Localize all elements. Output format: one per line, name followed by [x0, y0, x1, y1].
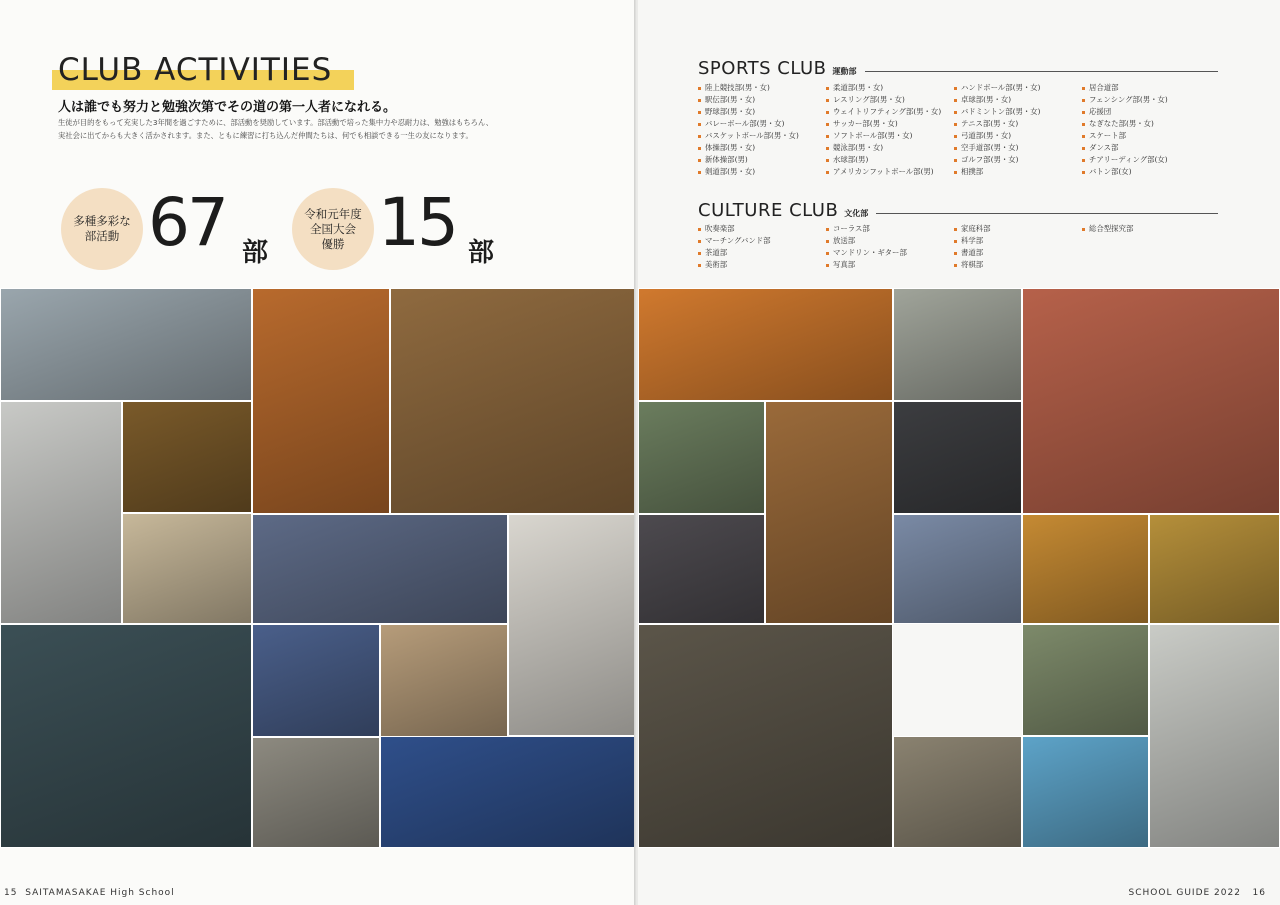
- club-item: 相撲部: [954, 166, 1082, 178]
- club-item: 空手道部(男・女): [954, 142, 1082, 154]
- culture-club-subtitle: 文化部: [844, 209, 869, 218]
- club-item: ソフトボール部(男・女): [826, 130, 954, 142]
- sports-column: [954, 82, 1082, 178]
- badminton-photo: [390, 288, 636, 514]
- club-item: 放送部: [826, 235, 954, 247]
- table-tennis-photo: [380, 736, 636, 848]
- tennis-photo: [893, 288, 1022, 401]
- dance-photo: [252, 514, 508, 624]
- club-item: 新体操部(男): [698, 154, 826, 166]
- club-item: 剣道部(男・女): [698, 166, 826, 178]
- club-item: 家庭科部: [954, 223, 1082, 235]
- club-item: 駅伝部(男・女): [698, 94, 826, 106]
- culture-column: [954, 223, 1082, 271]
- club-item: スケート部: [1082, 130, 1210, 142]
- sports-club-title: SPORTS CLUB: [698, 58, 827, 79]
- footer-left: [4, 888, 175, 898]
- culture-club-header: [698, 202, 1218, 220]
- club-item: 写真部: [826, 259, 954, 271]
- stat-clubs-number: 67: [148, 184, 226, 261]
- intro-line-1: 生徒が目的をもって充実した3年間を過ごすために、部活動を奨励しています。部活動で培った集中力や忍耐力は、勉強はもちろん、: [58, 118, 494, 127]
- intro-line-2: 実社会に出てからも大きく活かされます。また、ともに練習に打ち込んだ仲間たちは、何でも相談できる一生の友になります。: [58, 131, 473, 140]
- stat-champions-label: 令和元年度 全国大会 優勝: [292, 188, 374, 270]
- photography-club-photo: [1022, 624, 1149, 736]
- tea-ceremony-photo: [380, 624, 508, 737]
- footer-right: [1129, 888, 1266, 898]
- club-item: 茶道部: [698, 247, 826, 259]
- club-item: ハンドボール部(男・女): [954, 82, 1082, 94]
- culture-column: [826, 223, 954, 271]
- club-item: バドミントン部(男・女): [954, 106, 1082, 118]
- club-item: サッカー部(男・女): [826, 118, 954, 130]
- club-item: フェンシング部(男・女): [1082, 94, 1210, 106]
- club-item: テニス部(男・女): [954, 118, 1082, 130]
- club-item: マンドリン・ギター部: [826, 247, 954, 259]
- club-item: ウェイトリフティング部(男・女): [826, 106, 954, 118]
- club-item: バレーボール部(男・女): [698, 118, 826, 130]
- handball-photo: [1022, 514, 1149, 624]
- club-item: 柔道部(男・女): [826, 82, 954, 94]
- club-item: レスリング部(男・女): [826, 94, 954, 106]
- cheerleading-photo: [638, 288, 893, 401]
- club-item: 居合道部: [1082, 82, 1210, 94]
- sports-column: [698, 82, 826, 178]
- club-item: ゴルフ部(男・女): [954, 154, 1082, 166]
- calligraphy-photo: [1149, 514, 1280, 624]
- swimming-photo: [1022, 736, 1149, 848]
- cheer-squad-photo: [638, 514, 765, 624]
- volleyball-photo: [122, 401, 252, 513]
- club-item: 競泳部(男・女): [826, 142, 954, 154]
- broadcasting-photo: [893, 401, 1022, 514]
- club-item: 総合型探究部: [1082, 223, 1210, 235]
- school-name: SAITAMASAKAE High School: [25, 888, 175, 898]
- culture-column: [1082, 223, 1210, 271]
- gymnastics-rings-photo: [1149, 624, 1280, 848]
- page-number-right: 16: [1252, 888, 1266, 898]
- soccer-photo: [252, 288, 390, 514]
- club-item: バトン部(女): [1082, 166, 1210, 178]
- stat-champions-unit: 部: [468, 238, 495, 268]
- club-item: 野球部(男・女): [698, 106, 826, 118]
- club-item: 吹奏楽部: [698, 223, 826, 235]
- right-page: [638, 0, 1280, 905]
- club-item: チアリーディング部(女): [1082, 154, 1210, 166]
- club-item: 応援団: [1082, 106, 1210, 118]
- page-title: CLUB ACTIVITIES: [58, 52, 333, 88]
- culture-club-title: CULTURE CLUB: [698, 200, 839, 221]
- archery-photo: [638, 401, 765, 514]
- fencing-photo: [0, 401, 122, 624]
- club-item: 将棋部: [954, 259, 1082, 271]
- sports-column: [826, 82, 954, 178]
- club-item: 弓道部(男・女): [954, 130, 1082, 142]
- golf-photo: [508, 514, 636, 736]
- culture-club-rule: [876, 213, 1218, 214]
- club-item: バスケットボール部(男・女): [698, 130, 826, 142]
- title-block: [58, 52, 332, 88]
- club-item: マーチングバンド部: [698, 235, 826, 247]
- stat-clubs-unit: 部: [242, 238, 269, 268]
- club-item: 陸上競技部(男・女): [698, 82, 826, 94]
- club-item: コーラス部: [826, 223, 954, 235]
- left-page: [0, 0, 636, 905]
- guide-title: SCHOOL GUIDE 2022: [1128, 888, 1241, 898]
- club-item: 卓球部(男・女): [954, 94, 1082, 106]
- track-race-photo: [1022, 288, 1280, 514]
- club-item: 体操部(男・女): [698, 142, 826, 154]
- basketball-photo: [765, 401, 893, 624]
- headline: 人は誰でも努力と勉強次第でその道の第一人者になれる。: [58, 100, 397, 115]
- karate-photo: [893, 514, 1022, 624]
- stat-champions-number: 15: [378, 184, 456, 261]
- club-item: アメリカンフットボール部(男): [826, 166, 954, 178]
- page-number-left: 15: [4, 888, 18, 898]
- sports-column: [1082, 82, 1210, 178]
- culture-club-list: [698, 223, 1210, 271]
- intro-text: [58, 116, 558, 142]
- sports-club-subtitle: 運動部: [832, 67, 857, 76]
- club-item: なぎなた部(男・女): [1082, 118, 1210, 130]
- sports-club-header: [698, 60, 1218, 78]
- sports-club-list: [698, 82, 1210, 178]
- club-item: ダンス部: [1082, 142, 1210, 154]
- culture-column: [698, 223, 826, 271]
- baseball-photo: [893, 736, 1022, 848]
- stage-performance-photo: [0, 624, 252, 848]
- club-item: 科学部: [954, 235, 1082, 247]
- marching-band-photo: [0, 288, 252, 401]
- club-item: 書道部: [954, 247, 1082, 259]
- club-item: 美術部: [698, 259, 826, 271]
- home-economics-photo: [122, 513, 252, 624]
- sports-club-rule: [865, 71, 1218, 72]
- stat-clubs-label: 多種多彩な 部活動: [61, 188, 143, 270]
- shogi-photo: [252, 737, 380, 848]
- club-item: 水球部(男): [826, 154, 954, 166]
- wrestling-photo: [252, 624, 380, 737]
- american-football-photo: [638, 624, 893, 848]
